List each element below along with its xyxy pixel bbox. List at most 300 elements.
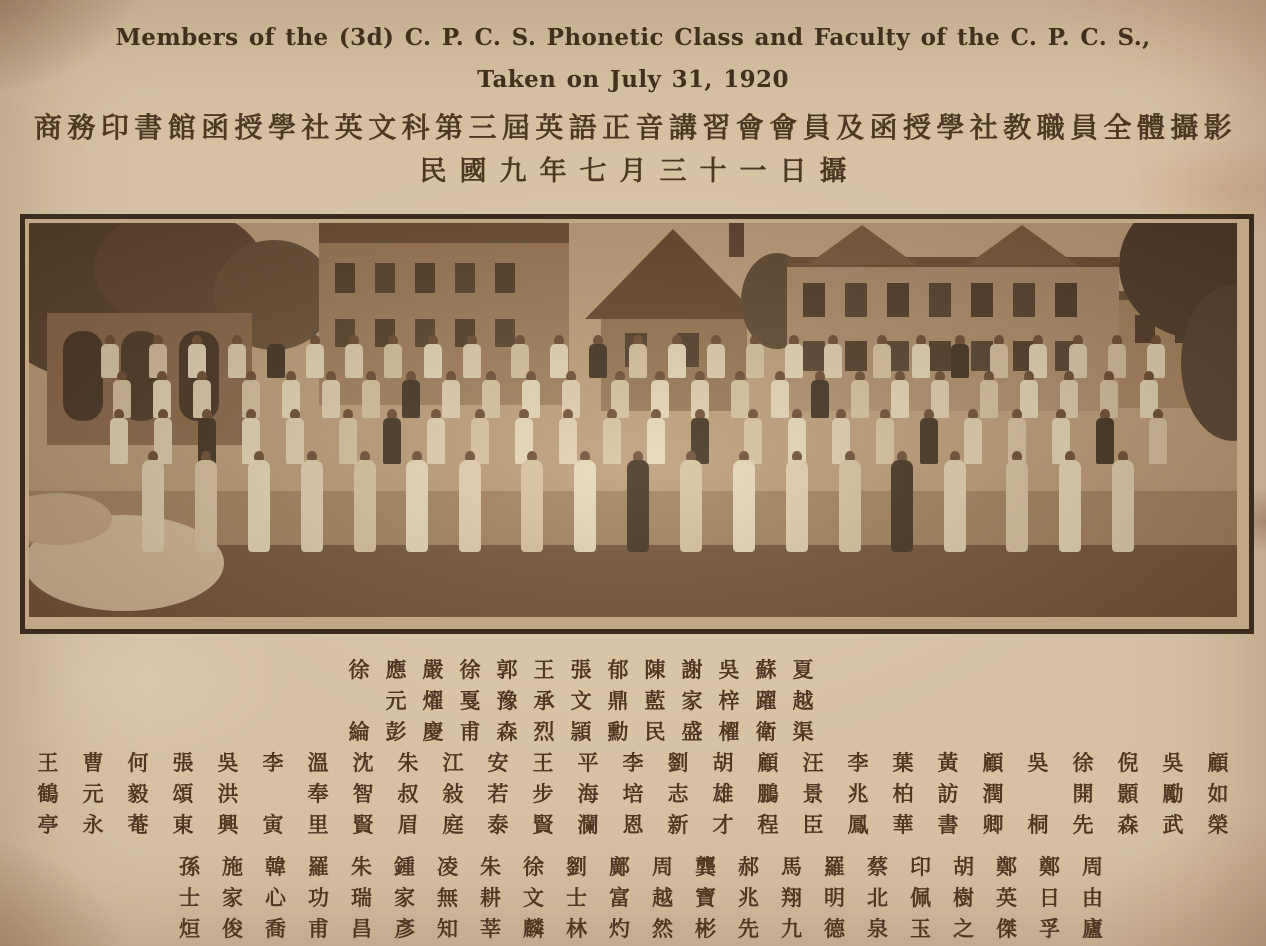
name-column (569, 654, 594, 747)
person-body (345, 344, 363, 378)
name-char: 志 (667, 781, 689, 806)
name-char: 周 (1082, 854, 1103, 879)
name-char: 士 (179, 885, 200, 910)
name-char: 承 (533, 688, 555, 713)
name-char: 賢 (352, 812, 374, 837)
person-body (574, 460, 596, 552)
name-column (576, 747, 601, 840)
name-char: 韓 (265, 854, 286, 879)
name-char: 鄭 (1039, 854, 1060, 879)
name-column (495, 654, 520, 747)
chinese-title-char: 函 (201, 111, 230, 144)
name-char: 里 (307, 812, 329, 837)
name-char: 沈 (352, 750, 374, 775)
name-block-standing-rows (36, 747, 1231, 840)
name-char: 森 (496, 719, 518, 744)
name-column (1071, 747, 1096, 840)
name-char: 劉 (667, 750, 689, 775)
person-body (110, 418, 128, 464)
chinese-title-char: 英 (535, 111, 564, 144)
name-column (531, 747, 556, 840)
name-char: 東 (172, 812, 194, 837)
person-body (647, 418, 665, 464)
name-char: 戛 (459, 688, 481, 713)
name-char: 甫 (459, 719, 481, 744)
group-photo-frame (20, 214, 1254, 634)
name-char: 鄺 (609, 854, 630, 879)
name-char: 士 (566, 885, 587, 910)
name-char: 王 (532, 750, 554, 775)
name-char: 衛 (755, 719, 777, 744)
name-char: 新 (667, 812, 689, 837)
name-char: 文 (570, 688, 592, 713)
person-body (891, 380, 909, 418)
person-body (589, 344, 607, 378)
name-char: 奉 (307, 781, 329, 806)
chinese-title-char: 職 (1036, 111, 1065, 144)
person-body (1059, 460, 1081, 552)
name-column (171, 747, 196, 840)
name-column (36, 747, 61, 840)
name-char: 郭 (496, 657, 518, 682)
chinese-title-char: 影 (1203, 111, 1232, 144)
name-char: 陳 (644, 657, 666, 682)
person-body (707, 344, 725, 378)
name-column (306, 747, 331, 840)
chinese-date-char: 九 (499, 156, 527, 187)
name-column (384, 654, 409, 747)
chinese-title-char: 會 (769, 111, 798, 144)
chinese-title-char: 學 (936, 111, 965, 144)
chinese-title-char: 文 (368, 111, 397, 144)
group-photo (29, 223, 1237, 617)
name-char: 王 (533, 657, 555, 682)
name-char: 劉 (566, 854, 587, 879)
name-char: 越 (792, 688, 814, 713)
person-body (629, 344, 647, 378)
name-char: 庭 (442, 812, 464, 837)
name-column (306, 851, 331, 944)
name-column (458, 654, 483, 747)
chinese-title-char: 英 (334, 111, 363, 144)
person-body (101, 344, 119, 378)
name-char: 敍 (442, 781, 464, 806)
person-body (354, 460, 376, 552)
name-char: 卿 (982, 812, 1004, 837)
name-column (756, 747, 781, 840)
name-char: 家 (681, 688, 703, 713)
person-body (944, 460, 966, 552)
name-char: 孚 (1039, 916, 1060, 941)
name-char: 書 (937, 812, 959, 837)
chinese-date-char: 日 (779, 156, 807, 187)
person-body (733, 460, 755, 552)
name-char: 顥 (1117, 781, 1139, 806)
name-column (1037, 851, 1062, 944)
person-body (668, 344, 686, 378)
chinese-title-char: 音 (635, 111, 664, 144)
name-char: 頌 (172, 781, 194, 806)
name-char: 謝 (681, 657, 703, 682)
person-body (627, 460, 649, 552)
name-char: 安 (487, 750, 509, 775)
name-char: 泉 (867, 916, 888, 941)
name-char: 功 (308, 885, 329, 910)
name-char: 灼 (609, 916, 630, 941)
name-char: 由 (1082, 885, 1103, 910)
person-body (306, 344, 324, 378)
name-char: 賢 (532, 812, 554, 837)
name-column (606, 654, 631, 747)
name-char: 心 (265, 885, 286, 910)
name-char: 明 (824, 885, 845, 910)
name-char: 叔 (397, 781, 419, 806)
name-char: 汪 (802, 750, 824, 775)
name-char: 平 (577, 750, 599, 775)
person-body (603, 418, 621, 464)
name-column (801, 747, 826, 840)
person-body (964, 418, 982, 464)
name-char (261, 778, 286, 809)
name-column (441, 747, 466, 840)
name-char: 培 (622, 781, 644, 806)
name-char: 櫂 (718, 719, 740, 744)
person-body (402, 380, 420, 418)
name-char: 昌 (351, 916, 372, 941)
chinese-title-char: 授 (234, 111, 263, 144)
chinese-date-char: 攝 (819, 156, 847, 187)
name-char: 甫 (308, 916, 329, 941)
chinese-title-char: 屆 (501, 111, 530, 144)
person-body (267, 344, 285, 378)
name-char: 張 (172, 750, 194, 775)
name-column (846, 747, 871, 840)
name-char: 富 (609, 885, 630, 910)
name-char: 廬 (1082, 916, 1103, 941)
person-body (550, 344, 568, 378)
name-char: 先 (738, 916, 759, 941)
person-body (384, 344, 402, 378)
name-char: 步 (532, 781, 554, 806)
name-char: 知 (437, 916, 458, 941)
chinese-title-char: 教 (1003, 111, 1032, 144)
name-char: 雄 (712, 781, 734, 806)
name-column (779, 851, 804, 944)
name-column (478, 851, 503, 944)
name-column (220, 851, 245, 944)
chinese-date-char: 月 (619, 156, 647, 187)
person-body (824, 344, 842, 378)
name-char: 盛 (681, 719, 703, 744)
name-char: 鳳 (847, 812, 869, 837)
name-char: 印 (910, 854, 931, 879)
name-char: 智 (352, 781, 374, 806)
name-column (908, 851, 933, 944)
person-body (142, 460, 164, 552)
name-char: 張 (570, 657, 592, 682)
name-char: 文 (523, 885, 544, 910)
name-char: 龔 (695, 854, 716, 879)
name-char: 王 (37, 750, 59, 775)
person-body (521, 460, 543, 552)
person-body (339, 418, 357, 464)
name-column (693, 851, 718, 944)
name-char: 之 (953, 916, 974, 941)
person-body (746, 344, 764, 378)
name-column (994, 851, 1019, 944)
person-body (559, 418, 577, 464)
name-char: 永 (82, 812, 104, 837)
name-char: 顧 (1207, 750, 1229, 775)
name-char: 柏 (892, 781, 914, 806)
name-char: 郁 (607, 657, 629, 682)
name-char (347, 685, 372, 716)
name-char: 無 (437, 885, 458, 910)
name-char: 吳 (217, 750, 239, 775)
name-char: 施 (222, 854, 243, 879)
name-char: 勳 (607, 719, 629, 744)
name-char: 郝 (738, 854, 759, 879)
chinese-title-char: 員 (1070, 111, 1099, 144)
chinese-title-char: 印 (100, 111, 129, 144)
name-char: 若 (487, 781, 509, 806)
name-char: 榮 (1207, 812, 1229, 837)
name-column (521, 851, 546, 944)
page-subtitle: Taken on July 31, 1920 (477, 66, 789, 93)
person-body (839, 460, 861, 552)
chinese-title-char: 科 (401, 111, 430, 144)
name-char: 徐 (1072, 750, 1094, 775)
name-char: 江 (442, 750, 464, 775)
person-body (1006, 460, 1028, 552)
name-char: 黃 (937, 750, 959, 775)
name-column (666, 747, 691, 840)
name-char: 華 (892, 812, 914, 837)
name-char: 樹 (953, 885, 974, 910)
person-body (680, 460, 702, 552)
name-char: 英 (996, 885, 1017, 910)
name-char: 倪 (1117, 750, 1139, 775)
chinese-title-char: 授 (902, 111, 931, 144)
person-body (876, 418, 894, 464)
name-column (1080, 851, 1105, 944)
name-char: 慶 (422, 719, 444, 744)
name-char: 孫 (179, 854, 200, 879)
name-column (261, 747, 286, 840)
name-char: 烜 (179, 916, 200, 941)
name-char: 家 (222, 885, 243, 910)
name-char: 瀾 (577, 812, 599, 837)
person-body (1112, 460, 1134, 552)
name-column (951, 851, 976, 944)
name-char: 吳 (1027, 750, 1049, 775)
chinese-title-char: 函 (869, 111, 898, 144)
name-char: 如 (1207, 781, 1229, 806)
name-char: 北 (867, 885, 888, 910)
name-char: 玉 (910, 916, 931, 941)
name-column (607, 851, 632, 944)
name-column (177, 851, 202, 944)
name-char: 燿 (422, 688, 444, 713)
name-column (349, 851, 374, 944)
chinese-title-char: 書 (134, 111, 163, 144)
name-char: 勵 (1162, 781, 1184, 806)
name-char: 李 (622, 750, 644, 775)
person-body (322, 380, 340, 418)
person-body (427, 418, 445, 464)
person-body (459, 460, 481, 552)
name-char: 凌 (437, 854, 458, 879)
person-body (785, 344, 803, 378)
name-char: 佩 (910, 885, 931, 910)
name-char: 溫 (307, 750, 329, 775)
name-column (263, 851, 288, 944)
name-column (822, 851, 847, 944)
person-body (980, 380, 998, 418)
chinese-date-char: 三 (659, 156, 687, 187)
name-column (81, 747, 106, 840)
name-column (754, 654, 779, 747)
photo-crowd (29, 223, 1237, 617)
person-body (228, 344, 246, 378)
chinese-title-char: 商 (34, 111, 63, 144)
name-char: 莘 (480, 916, 501, 941)
name-column (421, 654, 446, 747)
name-char: 兆 (738, 885, 759, 910)
name-char: 眉 (397, 812, 419, 837)
name-char: 潤 (982, 781, 1004, 806)
chinese-title-char: 社 (301, 111, 330, 144)
name-char: 李 (262, 750, 284, 775)
name-char: 森 (1117, 812, 1139, 837)
person-body (248, 460, 270, 552)
name-char: 羅 (308, 854, 329, 879)
chinese-date-char: 七 (579, 156, 607, 187)
name-char: 德 (824, 916, 845, 941)
name-column (126, 747, 151, 840)
person-body (951, 344, 969, 378)
chinese-title-char: 第 (435, 111, 464, 144)
name-column (532, 654, 557, 747)
person-body (920, 418, 938, 464)
name-char: 藍 (644, 688, 666, 713)
name-char: 朱 (480, 854, 501, 879)
person-body (286, 418, 304, 464)
name-column (981, 747, 1006, 840)
name-column (1026, 747, 1051, 840)
name-char: 烈 (533, 719, 555, 744)
name-char: 臣 (802, 812, 824, 837)
chinese-title-char: 社 (969, 111, 998, 144)
person-body (912, 344, 930, 378)
person-body (771, 380, 789, 418)
name-char: 桐 (1027, 812, 1049, 837)
name-char: 訪 (937, 781, 959, 806)
chinese-date-char: 民 (419, 156, 447, 187)
name-char: 鄭 (996, 854, 1017, 879)
name-char: 綸 (348, 719, 370, 744)
person-body (406, 460, 428, 552)
person-body (1020, 380, 1038, 418)
name-char: 胡 (953, 854, 974, 879)
person-body (811, 380, 829, 418)
name-char: 鶴 (37, 781, 59, 806)
name-column (643, 654, 668, 747)
chinese-title-char: 攝 (1170, 111, 1199, 144)
name-char: 恩 (622, 812, 644, 837)
name-char: 耕 (480, 885, 501, 910)
name-char: 家 (394, 885, 415, 910)
name-char: 越 (652, 885, 673, 910)
chinese-title-char: 務 (67, 111, 96, 144)
name-char: 蘇 (755, 657, 777, 682)
name-char: 吳 (718, 657, 740, 682)
name-char: 周 (652, 854, 673, 879)
name-char: 傑 (996, 916, 1017, 941)
name-char (1026, 778, 1051, 809)
name-char: 寶 (695, 885, 716, 910)
name-char: 羅 (824, 854, 845, 879)
name-char: 渠 (792, 719, 814, 744)
chinese-date-char: 一 (739, 156, 767, 187)
chinese-title-char: 館 (167, 111, 196, 144)
person-body (731, 380, 749, 418)
name-char: 彬 (695, 916, 716, 941)
chinese-title-char: 講 (669, 111, 698, 144)
name-char: 胡 (712, 750, 734, 775)
name-char: 何 (127, 750, 149, 775)
name-char: 豫 (496, 688, 518, 713)
person-body (195, 460, 217, 552)
name-char: 林 (566, 916, 587, 941)
person-body (873, 344, 891, 378)
person-body (301, 460, 323, 552)
person-body (786, 460, 808, 552)
person-body (463, 344, 481, 378)
name-column (351, 747, 376, 840)
name-char: 俊 (222, 916, 243, 941)
name-char: 彥 (394, 916, 415, 941)
name-char: 泰 (487, 812, 509, 837)
person-body (851, 380, 869, 418)
name-char: 嚴 (422, 657, 444, 682)
name-char: 九 (781, 916, 802, 941)
name-char: 程 (757, 812, 779, 837)
name-column (564, 851, 589, 944)
chinese-date-line (0, 149, 1266, 188)
name-char: 朱 (351, 854, 372, 879)
name-char: 日 (1039, 885, 1060, 910)
person-body (383, 418, 401, 464)
name-char: 鍾 (394, 854, 415, 879)
name-column (1116, 747, 1141, 840)
name-column (1206, 747, 1231, 840)
name-char: 葉 (892, 750, 914, 775)
name-char: 徐 (523, 854, 544, 879)
name-char: 夏 (792, 657, 814, 682)
chinese-title-char: 會 (735, 111, 764, 144)
name-column (680, 654, 705, 747)
name-column (396, 747, 421, 840)
name-char: 頴 (570, 719, 592, 744)
name-char: 菴 (127, 812, 149, 837)
name-char: 顧 (982, 750, 1004, 775)
page-title: Members of the (3d) C. P. C. S. Phonetic Class and Faculty of the C. P. C. S., (115, 24, 1151, 51)
name-column (717, 654, 742, 747)
name-char: 徐 (459, 657, 481, 682)
name-column (621, 747, 646, 840)
person-body (1149, 418, 1167, 464)
